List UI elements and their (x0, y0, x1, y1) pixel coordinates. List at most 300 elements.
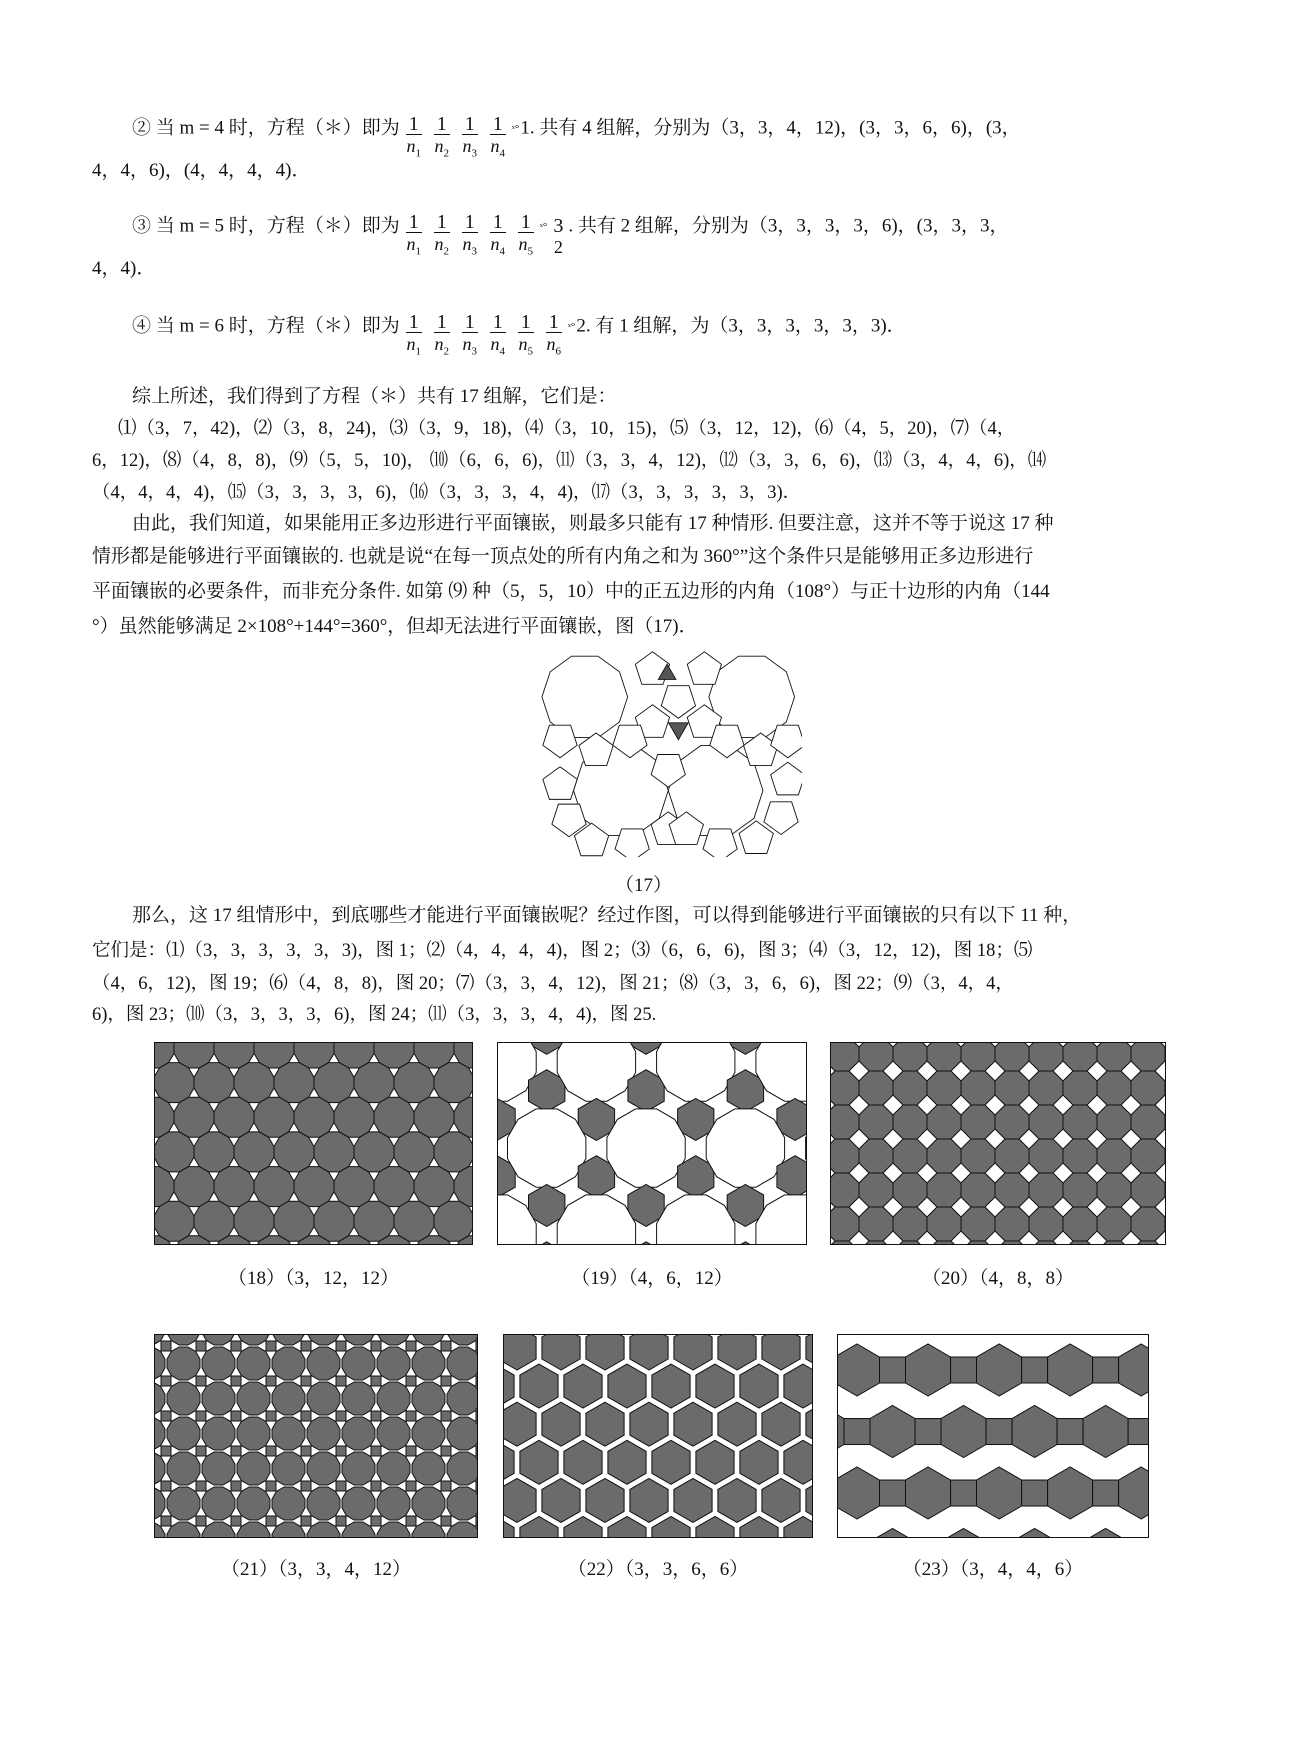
denominator-variable: n (490, 234, 500, 254)
square-tile (266, 1341, 276, 1351)
paragraph-line: 平面镶嵌的必要条件，而非充分条件. 如第 ⑼ 种（5，5，10）中的正五边形的内角（108°）与正十边形的内角（144 (92, 581, 1050, 602)
pentagon-tile (543, 767, 577, 800)
rhs: 1 (520, 117, 530, 139)
square-tile (266, 1516, 276, 1526)
garbled-equals-glyph: ˣ° (567, 320, 576, 333)
pentagon-tile (615, 829, 649, 857)
dodecagon-tile (447, 1487, 478, 1520)
unit-fraction (434, 212, 450, 263)
unit-fraction (406, 312, 422, 363)
dodecagon-tile (354, 1132, 394, 1172)
octagon-tile (927, 1042, 961, 1071)
denominator-subscript: 2 (443, 245, 449, 258)
square-tile (371, 1481, 381, 1491)
square-tile (1128, 1419, 1149, 1445)
denominator-subscript: 1 (415, 345, 421, 358)
octagon-tile (893, 1173, 927, 1207)
square-tile (336, 1411, 346, 1421)
dodecagon-tile (434, 1201, 473, 1241)
dodecagon-tile (342, 1347, 375, 1380)
fraction-numerator: 1 (462, 114, 478, 135)
square-tile (441, 1446, 451, 1456)
square-tile (266, 1446, 276, 1456)
octagon-tile (893, 1207, 927, 1241)
octagon-tile (1063, 1105, 1097, 1139)
pentagon-tile (543, 725, 577, 758)
unit-fraction (518, 312, 534, 363)
dodecagon-tile (447, 1417, 478, 1450)
octagon-tile (1097, 1139, 1131, 1173)
square-tile (441, 1376, 451, 1386)
square-tile (196, 1376, 206, 1386)
dodecagon-tile (154, 1063, 194, 1103)
octagon-tile (1097, 1207, 1131, 1241)
denominator-variable: n (434, 136, 444, 156)
dodecagon-tile (272, 1347, 305, 1380)
square-tile (301, 1446, 311, 1456)
figure-17-caption: （17） (615, 875, 673, 896)
fraction-denominator (434, 233, 450, 263)
fraction-numerator: 1 (490, 312, 506, 333)
unit-fraction (490, 114, 506, 165)
octagon-tile (1029, 1207, 1063, 1241)
figure-21-tiling (154, 1334, 478, 1538)
square-tile (371, 1516, 381, 1526)
square-tile (406, 1516, 416, 1526)
square-tile (231, 1376, 241, 1386)
garbled-equals-glyph: ˣ° (539, 220, 548, 233)
dodecagon-tile (154, 1201, 194, 1241)
dodecagon-tile (377, 1487, 410, 1520)
square-tile (231, 1446, 241, 1456)
fraction-numerator: 1 (518, 212, 534, 233)
paragraph-line: 那么，这 17 组情形中，到底哪些才能进行平面镶嵌呢？经过作图，可以得到能够进行平面镶嵌的只有以下 11 种， (132, 905, 1082, 926)
octagon-tile (830, 1207, 859, 1241)
dodecagon-tile (447, 1347, 478, 1380)
dodecagon-tile (377, 1347, 410, 1380)
unit-fraction (462, 114, 478, 165)
fraction-denominator (462, 233, 478, 263)
fraction-denominator (518, 333, 534, 363)
square-tile (880, 1357, 906, 1383)
dodecagon-tile (314, 1201, 354, 1241)
dodecagon-tile (294, 1097, 334, 1137)
fraction-denominator (546, 333, 562, 363)
octagon-tile (830, 1105, 859, 1139)
dodecagon-tile (194, 1132, 234, 1172)
fraction-numerator: 1 (434, 114, 450, 135)
denominator-variable: n (518, 234, 528, 254)
octagon-tile (927, 1207, 961, 1241)
figure-20-tiling (830, 1042, 1166, 1245)
square-tile (196, 1481, 206, 1491)
octagon-tile (859, 1207, 893, 1241)
square-tile (441, 1481, 451, 1491)
octagon-tile (927, 1071, 961, 1105)
octagon-tile (859, 1105, 893, 1139)
denominator-variable: n (434, 334, 444, 354)
fraction-numerator: 1 (406, 212, 422, 233)
denominator-variable: n (462, 334, 472, 354)
paragraph-line: 6)，图 23；⑽（3，3，3，3，6)，图 24；⑾（3，3，3，4，4)，图 25. (92, 1005, 657, 1025)
octagon-tile (1097, 1105, 1131, 1139)
dodecagon-tile (202, 1347, 235, 1380)
dodecagon-tile (254, 1167, 294, 1207)
dark-gap-region (669, 723, 689, 740)
octagon-tile (1097, 1042, 1131, 1071)
dodecagon-tile (234, 1063, 274, 1103)
fraction-numerator: 1 (546, 312, 562, 333)
unit-fraction (434, 114, 450, 165)
dodecagon-tile (334, 1167, 374, 1207)
figure-20-caption: （20）（4，8，8） (921, 1268, 1074, 1289)
dodecagon-tile (394, 1063, 434, 1103)
octagon-tile (1131, 1173, 1165, 1207)
square-tile (441, 1411, 451, 1421)
dodecagon-tile (202, 1452, 235, 1485)
square-tile (161, 1411, 171, 1421)
case-m4-continuation: 4，4，6)，(4，4，4，4)． (92, 160, 311, 181)
denominator-subscript: 4 (499, 345, 505, 358)
dodecagon-tile (377, 1452, 410, 1485)
octagon-tile (961, 1071, 995, 1105)
octagon-tile (961, 1139, 995, 1173)
dodecagon-tile (354, 1063, 394, 1103)
dodecagon-tile (237, 1347, 270, 1380)
dodecagon-tile (167, 1487, 200, 1520)
unit-fraction (434, 312, 450, 363)
square-tile (266, 1411, 276, 1421)
fraction-numerator: 1 (490, 114, 506, 135)
denominator-subscript: 3 (471, 245, 477, 258)
dodecagon-tile (342, 1382, 375, 1415)
pentagon-tile (703, 829, 737, 857)
square-tile (406, 1411, 416, 1421)
octagon-tile (1131, 1071, 1165, 1105)
octagon-tile (859, 1139, 893, 1173)
dodecagon-tile (307, 1417, 340, 1450)
dodecagon-tile (508, 1109, 586, 1187)
denominator-subscript: 3 (471, 147, 477, 160)
unit-fraction (490, 212, 506, 263)
dodecagon-tile (447, 1452, 478, 1485)
octagon-tile (961, 1173, 995, 1207)
dodecagon-tile (354, 1201, 394, 1241)
octagon-tile (995, 1071, 1029, 1105)
dodecagon-tile (706, 1109, 784, 1187)
square-tile (161, 1341, 171, 1351)
octagon-tile (1063, 1071, 1097, 1105)
dodecagon-tile (167, 1382, 200, 1415)
dodecagon-tile (167, 1452, 200, 1485)
dodecagon-tile (174, 1167, 214, 1207)
dodecagon-tile (237, 1452, 270, 1485)
square-tile (196, 1411, 206, 1421)
octagon-tile (1097, 1173, 1131, 1207)
fraction-denominator (490, 233, 506, 263)
octagon-tile (1131, 1105, 1165, 1139)
octagon-tile (1029, 1173, 1063, 1207)
dodecagon-tile (307, 1382, 340, 1415)
figure-23-caption: （23）（3，4，4，6） (902, 1559, 1084, 1580)
denominator-subscript: 4 (499, 147, 505, 160)
figure-17-pentagon-decagon (530, 645, 802, 857)
square-tile (161, 1516, 171, 1526)
dodecagon-tile (412, 1417, 445, 1450)
octagon-tile (859, 1042, 893, 1071)
denominator-subscript: 6 (555, 345, 561, 358)
octagon-tile (859, 1173, 893, 1207)
octagon-tile (1029, 1071, 1063, 1105)
fraction-denominator (406, 233, 422, 263)
dodecagon-tile (272, 1417, 305, 1450)
square-tile (266, 1481, 276, 1491)
square-tile (266, 1376, 276, 1386)
square-tile (196, 1341, 206, 1351)
denominator-variable: n (406, 334, 416, 354)
fraction-denominator (490, 333, 506, 363)
dodecagon-tile (237, 1487, 270, 1520)
square-tile (231, 1481, 241, 1491)
figure-22-tiling (503, 1334, 813, 1538)
fraction-denominator (462, 333, 478, 363)
fraction-denominator (462, 135, 478, 165)
octagon-tile (1063, 1173, 1097, 1207)
dodecagon-tile (167, 1417, 200, 1450)
octagon-tile (995, 1139, 1029, 1173)
dodecagon-tile (272, 1382, 305, 1415)
denominator-subscript: 2 (443, 147, 449, 160)
octagon-tile (961, 1042, 995, 1071)
dodecagon-tile (377, 1417, 410, 1450)
square-tile (986, 1419, 1012, 1445)
denominator-variable: n (462, 136, 472, 156)
solution-list-line: （4，4，4，4)，⒂（3，3，3，3，6)，⒃（3，3，3，4，4)，⒄（3，3，3，3，3，3)． (92, 483, 802, 503)
dodecagon-tile (307, 1347, 340, 1380)
square-tile (371, 1341, 381, 1351)
octagon-tile (995, 1207, 1029, 1241)
unit-fraction (518, 212, 534, 263)
octagon-tile (893, 1071, 927, 1105)
square-tile (231, 1411, 241, 1421)
pentagon-tile (687, 652, 721, 685)
denominator-variable: n (462, 234, 472, 254)
unit-fraction (462, 212, 478, 263)
dodecagon-tile (307, 1487, 340, 1520)
figure-21-caption: （21）（3，3，4，12） (220, 1559, 411, 1580)
octagon-tile (995, 1042, 1029, 1071)
dodecagon-tile (174, 1097, 214, 1137)
rhs-numerator: 3 (553, 215, 564, 238)
dodecagon-tile (314, 1132, 354, 1172)
octagon-tile (1131, 1207, 1165, 1241)
rhs-denominator: 2 (553, 237, 563, 258)
paragraph-line: 情形都是能够进行平面镶嵌的. 也就是说“在每一顶点处的所有内角之和为 360°”这个条件只是能够用正多边形进行 (92, 546, 1034, 567)
dodecagon-tile (394, 1201, 434, 1241)
dodecagon-tile (214, 1167, 254, 1207)
square-tile (231, 1341, 241, 1351)
square-tile (1093, 1480, 1119, 1506)
fraction-numerator: 1 (518, 312, 534, 333)
square-tile (336, 1376, 346, 1386)
case-m6-prefix: ④ 当 m = 6 时，方程（＊）即为 (132, 315, 400, 337)
dodecagon-tile (447, 1382, 478, 1415)
paragraph-line: 由此，我们知道，如果能用正多边形进行平面镶嵌，则最多只能有 17 种情形. 但要注意，这并不等于说这 17 种 (132, 513, 1054, 534)
dodecagon-tile (167, 1347, 200, 1380)
paragraph-line: 它们是：⑴（3，3，3，3，3，3)，图 1；⑵（4，4，4，4)，图 2；⑶（6，6，6)，图 3；⑷（3，12，12)，图 18；⑸ (92, 941, 1033, 961)
dodecagon-tile (412, 1487, 445, 1520)
fraction-sum (400, 113, 512, 160)
octagon-tile (859, 1071, 893, 1105)
case-m6-line (132, 302, 906, 358)
square-tile (441, 1516, 451, 1526)
dodecagon-tile (412, 1452, 445, 1485)
octagon-tile (830, 1139, 859, 1173)
solution-list-line: 6，12)，⑻（4，8，8)，⑼（5，5，10)， ⑽（6，6，6)，⑾（3，3，4，12)，⑿（3，3，6，6)，⒀（3，4，4，6)，⒁ (92, 451, 1047, 471)
fraction-numerator: 1 (462, 212, 478, 233)
octagon-tile (961, 1207, 995, 1241)
figure-19-tiling (497, 1042, 807, 1245)
fraction-denominator (406, 135, 422, 165)
garbled-equals-glyph: ˣ° (511, 122, 520, 135)
rhs-fraction (550, 216, 566, 258)
dodecagon-tile (254, 1097, 294, 1137)
octagon-tile (1063, 1042, 1097, 1071)
denominator-variable: n (546, 334, 556, 354)
dodecagon-tile (334, 1097, 374, 1137)
dodecagon-tile (607, 1109, 685, 1187)
dodecagon-tile (374, 1167, 414, 1207)
fraction-sum (400, 211, 540, 258)
dodecagon-tile (274, 1201, 314, 1241)
pentagon-tile (771, 762, 802, 795)
octagon-tile (893, 1139, 927, 1173)
dodecagon-tile (154, 1132, 194, 1172)
octagon-tile (1097, 1071, 1131, 1105)
dodecagon-tile (374, 1097, 414, 1137)
denominator-subscript: 2 (443, 345, 449, 358)
square-tile (371, 1446, 381, 1456)
dodecagon-tile (214, 1097, 254, 1137)
unit-fraction (546, 312, 562, 363)
square-tile (336, 1516, 346, 1526)
unit-fraction (406, 114, 422, 165)
square-tile (406, 1341, 416, 1351)
octagon-tile (830, 1071, 859, 1105)
octagon-tile (927, 1139, 961, 1173)
figure-18-tiling (154, 1042, 473, 1245)
dodecagon-tile (314, 1063, 354, 1103)
fraction-numerator: 1 (434, 312, 450, 333)
dodecagon-tile (342, 1487, 375, 1520)
dodecagon-tile (434, 1063, 473, 1103)
octagon-tile (1063, 1139, 1097, 1173)
denominator-variable: n (518, 334, 528, 354)
dodecagon-tile (412, 1347, 445, 1380)
dodecagon-tile (202, 1382, 235, 1415)
paragraph-line: °）虽然能够满足 2×108°+144°=360°，但却无法进行平面镶嵌，图（17)． (92, 616, 698, 637)
fraction-sum (400, 311, 568, 358)
case-m4-solutions: . 共有 4 组解，分别为（3，3，4，12)，(3，3，6，6)，(3， (529, 117, 1021, 139)
fraction-numerator: 1 (462, 312, 478, 333)
dodecagon-tile (194, 1063, 234, 1103)
denominator-variable: n (406, 234, 416, 254)
paragraph-line: （4，6，12)，图 19；⑹（4，8，8)，图 20；⑺（3，3，4，12)，图 21；⑻（3，3，6，6)，图 22；⑼（3，4，4， (92, 974, 1014, 994)
denominator-variable: n (490, 136, 500, 156)
dodecagon-tile (414, 1097, 454, 1137)
square-tile (880, 1480, 906, 1506)
figure-19-caption: （19）（4，6，12） (571, 1268, 733, 1289)
square-tile (231, 1516, 241, 1526)
fraction-denominator (434, 135, 450, 165)
fraction-numerator: 1 (490, 212, 506, 233)
octagon-tile (927, 1105, 961, 1139)
summary-intro: 综上所述，我们得到了方程（＊）共有 17 组解，它们是： (132, 386, 617, 407)
fraction-numerator: 1 (406, 312, 422, 333)
dodecagon-tile (307, 1452, 340, 1485)
octagon-tile (961, 1105, 995, 1139)
dodecagon-tile (414, 1167, 454, 1207)
square-tile (1093, 1357, 1119, 1383)
pentagon-tile (764, 802, 798, 835)
octagon-tile (995, 1173, 1029, 1207)
octagon-tile (1131, 1139, 1165, 1173)
dodecagon-tile (272, 1487, 305, 1520)
fraction-numerator: 1 (434, 212, 450, 233)
octagon-tile (1063, 1207, 1097, 1241)
square-tile (441, 1341, 451, 1351)
square-tile (301, 1376, 311, 1386)
case-m5-prefix: ③ 当 m = 5 时，方程（＊）即为 (132, 215, 400, 237)
octagon-tile (1029, 1105, 1063, 1139)
figure-23-tiling (837, 1334, 1149, 1538)
square-tile (406, 1376, 416, 1386)
denominator-variable: n (434, 234, 444, 254)
square-tile (161, 1446, 171, 1456)
dodecagon-tile (237, 1382, 270, 1415)
octagon-tile (893, 1042, 927, 1071)
square-tile (1057, 1419, 1083, 1445)
square-tile (336, 1481, 346, 1491)
dodecagon-tile (434, 1132, 473, 1172)
fraction-denominator (434, 333, 450, 363)
square-tile (371, 1411, 381, 1421)
case-m6-solutions: . 有 1 组解，为（3，3，3，3，3，3)． (585, 315, 906, 337)
dodecagon-tile (234, 1132, 274, 1172)
dodecagon-tile (237, 1417, 270, 1450)
dodecagon-tile (272, 1452, 305, 1485)
octagon-tile (1029, 1042, 1063, 1071)
denominator-subscript: 5 (527, 345, 533, 358)
case-m4-line (132, 104, 1021, 160)
octagon-tile (830, 1173, 859, 1207)
denominator-subscript: 1 (415, 245, 421, 258)
case-m4-prefix: ② 当 m = 4 时，方程（＊）即为 (132, 117, 400, 139)
square-tile (196, 1446, 206, 1456)
fraction-denominator (406, 333, 422, 363)
square-tile (336, 1446, 346, 1456)
fraction-numerator: 1 (406, 114, 422, 135)
case-m5-solutions: . 共有 2 组解，分别为（3，3，3，3，6)，(3，3，3， (568, 215, 1009, 237)
square-tile (301, 1411, 311, 1421)
square-tile (951, 1480, 977, 1506)
denominator-subscript: 1 (415, 147, 421, 160)
square-tile (406, 1446, 416, 1456)
square-tile (161, 1481, 171, 1491)
octagon-tile (1029, 1139, 1063, 1173)
dodecagon-tile (412, 1382, 445, 1415)
square-tile (301, 1516, 311, 1526)
